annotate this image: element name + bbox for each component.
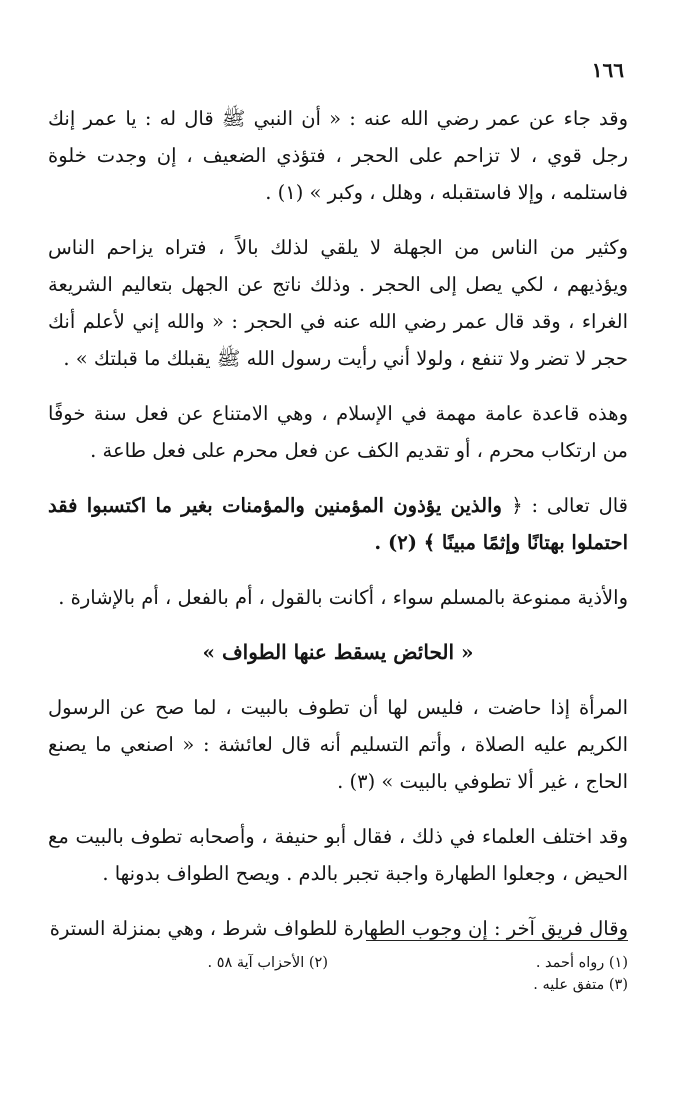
footnote-1: (١) رواه أحمد . — [535, 955, 628, 971]
footnote-row — [48, 952, 628, 996]
footnote-column-right — [328, 952, 628, 996]
paragraph-menstruating-woman: المرأة إذا حاضت ، فليس لها أن تطوف بالبيت ، لما صح عن الرسول الكريم عليه الصلاة ، وأتم التسليم أنه قال لعائشة : « اصنعي ما يصنع الحاج ، غير ألا تطوفي بالبيت » (٣) . — [48, 696, 628, 793]
section-heading: « الحائض يسقط عنها الطواف » — [202, 640, 474, 664]
footnote-2: (٢) الأحزاب آية ٥٨ . — [207, 955, 328, 971]
verse-lead: قال تعالى : ﴿ — [511, 494, 628, 517]
paragraph-purity-condition: وقال فريق آخر : إن وجوب الطهارة للطواف شرط ، وهي بمنزلة السترة — [49, 917, 628, 940]
footnote-3: (٣) متفق عليه . — [533, 977, 628, 993]
paragraph-harm-forbidden: والأذية ممنوعة بالمسلم سواء ، أكانت بالقول ، أم بالفعل ، أم بالإشارة . — [58, 586, 628, 609]
paragraph-scholars-differ: وقد اختلف العلماء في ذلك ، فقال أبو حنيفة ، وأصحابه تطوف بالبيت مع الحيض ، وجعلوا الطهارة واجبة تجبر بالدم . ويصح الطواف بدونها . — [48, 825, 628, 885]
main-text — [48, 100, 628, 965]
page-number: ١٦٦ — [591, 58, 624, 82]
paragraph-general-rule: وهذه قاعدة عامة مهمة في الإسلام ، وهي الامتناع عن فعل سنة خوفًا من ارتكاب محرم ، أو تقديم الكف عن فعل محرم على فعل طاعة . — [48, 402, 628, 462]
footnotes — [48, 952, 628, 996]
quran-verse-paragraph — [48, 487, 628, 561]
verse-text: والذين يؤذون المؤمنين والمؤمنات بغير ما اكتسبوا فقد احتملوا بهتانًا وإثمًا مبينًا ﴾ (٢) . — [48, 494, 628, 554]
footnote-divider — [366, 940, 628, 941]
footnote-column-left — [48, 952, 328, 996]
paragraph-umar-hadith: وقد جاء عن عمر رضي الله عنه : « أن النبي ﷺ قال له : يا عمر إنك رجل قوي ، لا تزاحم على الحجر ، فتؤذي الضعيف ، إن وجدت خلوة فاستلمه ، وإلا فاستقبله ، وهلل ، وكبر » (١) . — [48, 107, 628, 204]
paragraph-ignorant-crowding: وكثير من الناس من الجهلة لا يلقي لذلك بالاً ، فتراه يزاحم الناس ويؤذيهم ، لكي يصل إلى الحجر . وذلك ناتج عن الجهل بتعاليم الشريعة الغراء ، وقد قال عمر رضي الله عنه في الحجر : « والله إني لأعلم أنك حجر لا تضر ولا تنفع ، ولولا أني رأيت رسول الله ﷺ يقبلك ما قبلتك » . — [48, 236, 628, 370]
